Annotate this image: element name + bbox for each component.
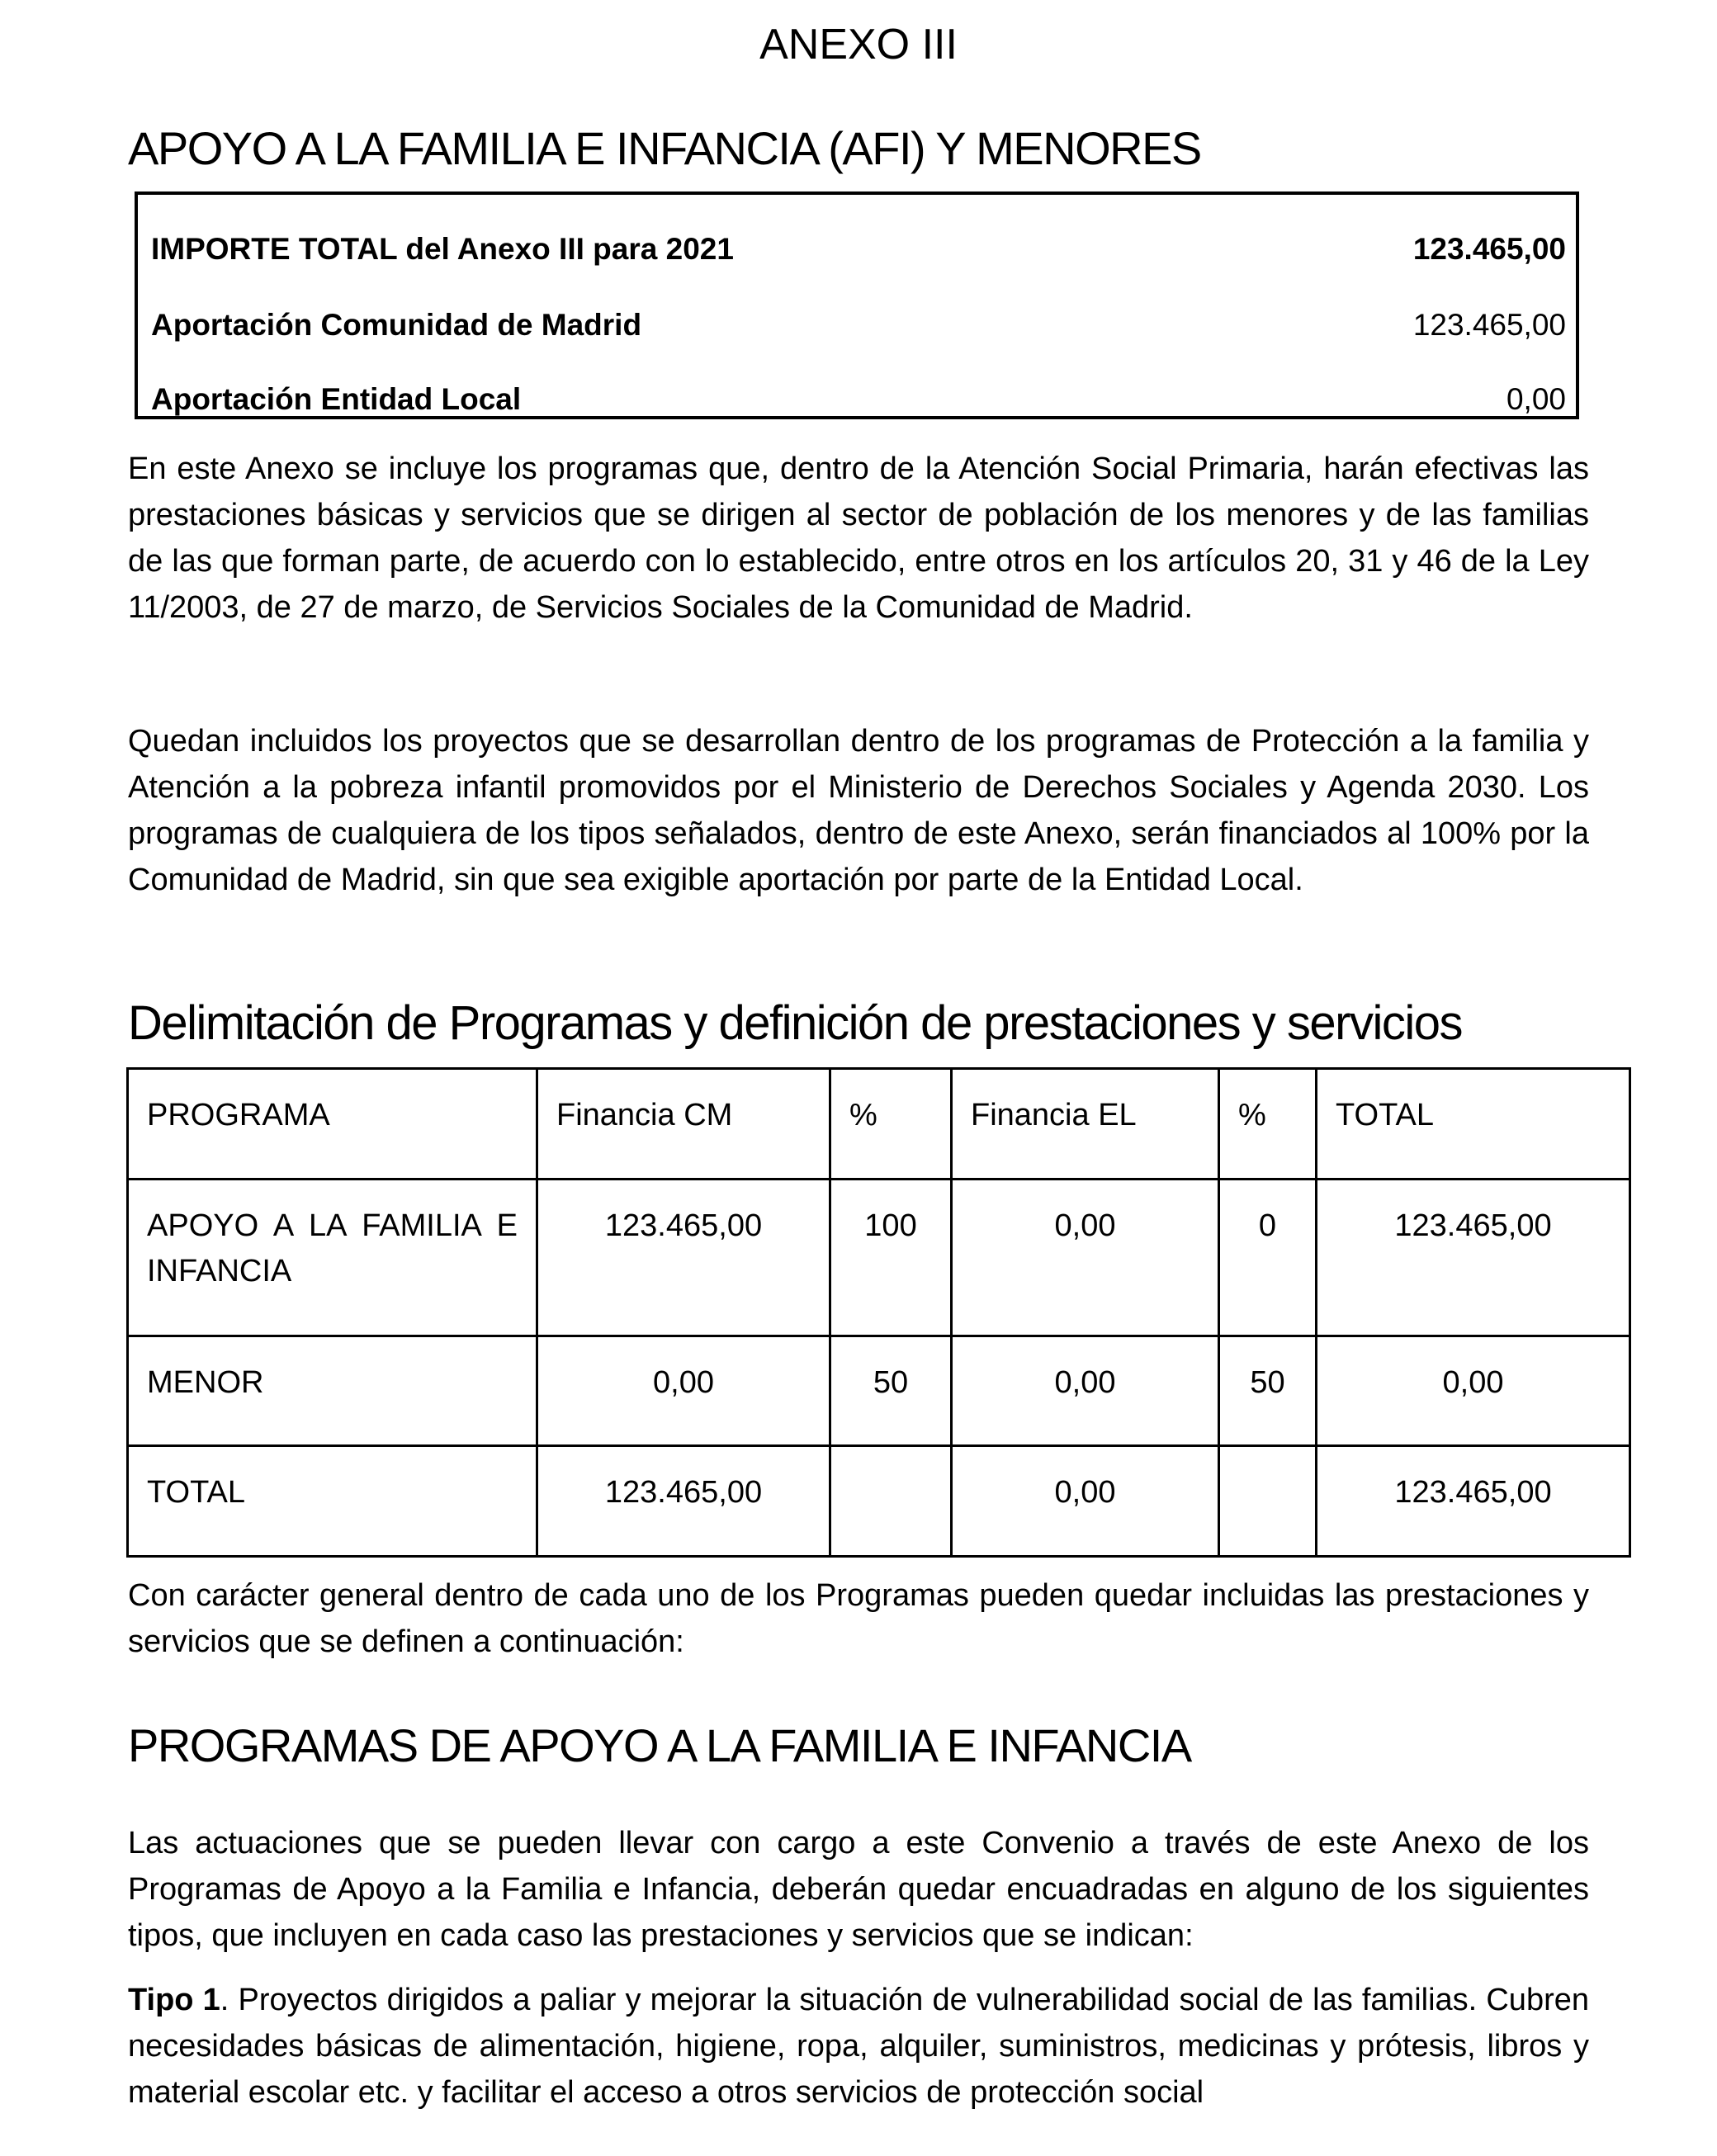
programs-table xyxy=(126,1067,1631,1558)
actuaciones-paragraph: Las actuaciones que se pueden llevar con cargo a este Convenio a través de este Anexo de los Programas de Apoyo a la Familia e Infancia, deberán quedar encuadradas en alguno de los siguientes tipos, que incluyen en cada caso las prestaciones y servicios que se indican: xyxy=(128,1826,1589,1953)
page-title: APOYO A LA FAMILIA E INFANCIA (AFI) Y MENORES xyxy=(128,122,1201,174)
table-header-cell: PROGRAMA xyxy=(128,1069,537,1180)
table-cell: APOYO A LA FAMILIA E INFANCIA xyxy=(128,1180,537,1336)
table-cell: 123.465,00 xyxy=(1317,1446,1630,1557)
table-row xyxy=(128,1336,1630,1446)
summary-label: IMPORTE TOTAL del Anexo III para 2021 xyxy=(151,232,734,266)
table-cell: TOTAL xyxy=(128,1446,537,1557)
table-cell: 123.465,00 xyxy=(537,1446,830,1557)
table-row xyxy=(128,1446,1630,1557)
tipo-label: Tipo 1 xyxy=(128,1983,220,2017)
summary-row-comunidad xyxy=(151,300,1566,350)
programas-heading: PROGRAMAS DE APOYO A LA FAMILIA E INFANCIA xyxy=(128,1719,1191,1771)
table-cell: 0,00 xyxy=(537,1336,830,1446)
summary-row-total xyxy=(151,225,1566,274)
summary-value: 0,00 xyxy=(1506,382,1566,416)
table-cell: 0,00 xyxy=(952,1336,1219,1446)
summary-label: Aportación Entidad Local xyxy=(151,382,522,416)
table-cell: MENOR xyxy=(128,1336,537,1446)
table-header-cell: Financia EL xyxy=(952,1069,1219,1180)
delimitacion-heading: Delimitación de Programas y definición de prestaciones y servicios xyxy=(128,996,1462,1050)
summary-label: Aportación Comunidad de Madrid xyxy=(151,308,642,342)
table-header-cell: TOTAL xyxy=(1317,1069,1630,1180)
table-cell: 50 xyxy=(1219,1336,1317,1446)
table-cell: 0,00 xyxy=(952,1180,1219,1336)
summary-value: 123.465,00 xyxy=(1412,232,1566,266)
table-cell xyxy=(830,1446,952,1557)
summary-row-entidad-local xyxy=(151,375,1566,424)
table-header-row xyxy=(128,1069,1630,1180)
table-header-cell: Financia CM xyxy=(537,1069,830,1180)
table-cell: 50 xyxy=(830,1336,952,1446)
table-row xyxy=(128,1180,1630,1336)
tipo-description: . Proyectos dirigidos a paliar y mejorar la situación de vulnerabilidad social de las familias. Cubren necesidades básicas de alimentación, higiene, ropa, alquiler, suministros, medicinas y prótesis, libros y material escolar etc. y facilitar el acceso a otros servicios de protección social xyxy=(128,1983,1589,2110)
general-paragraph: Con carácter general dentro de cada uno de los Programas pueden quedar incluidas las prestaciones y servicios que se definen a continuación: xyxy=(128,1578,1589,1659)
table-cell: 100 xyxy=(830,1180,952,1336)
amount-summary-box xyxy=(135,191,1579,419)
table-cell: 123.465,00 xyxy=(1317,1180,1630,1336)
tipo-1-paragraph xyxy=(128,1977,1589,2116)
table-cell: 0,00 xyxy=(1317,1336,1630,1446)
table-cell: 0,00 xyxy=(952,1446,1219,1557)
summary-value: 123.465,00 xyxy=(1412,308,1566,342)
table-header-cell: % xyxy=(1219,1069,1317,1180)
anexo-heading: ANEXO III xyxy=(759,21,958,69)
table-header-cell: % xyxy=(830,1069,952,1180)
table-cell: 123.465,00 xyxy=(537,1180,830,1336)
table-cell: 0 xyxy=(1219,1180,1317,1336)
scope-paragraph: Quedan incluidos los proyectos que se desarrollan dentro de los programas de Protección a la familia y Atención a la pobreza infantil promovidos por el Ministerio de Derechos Sociales y Agenda 2030. Los programas de cualquiera de los tipos señalados, dentro de este Anexo, serán financiados al 100% por la Comunidad de Madrid, sin que sea exigible aportación por parte de la Entidad Local. xyxy=(128,724,1589,897)
intro-paragraph: En este Anexo se incluye los programas que, dentro de la Atención Social Primaria, harán efectivas las prestaciones básicas y servicios que se dirigen al sector de población de los menores y de las familias de las que forman parte, de acuerdo con lo establecido, entre otros en los artículos 20, 31 y 46 de la Ley 11/2003, de 27 de marzo, de Servicios Sociales de la Comunidad de Madrid. xyxy=(128,452,1589,625)
table-cell xyxy=(1219,1446,1317,1557)
